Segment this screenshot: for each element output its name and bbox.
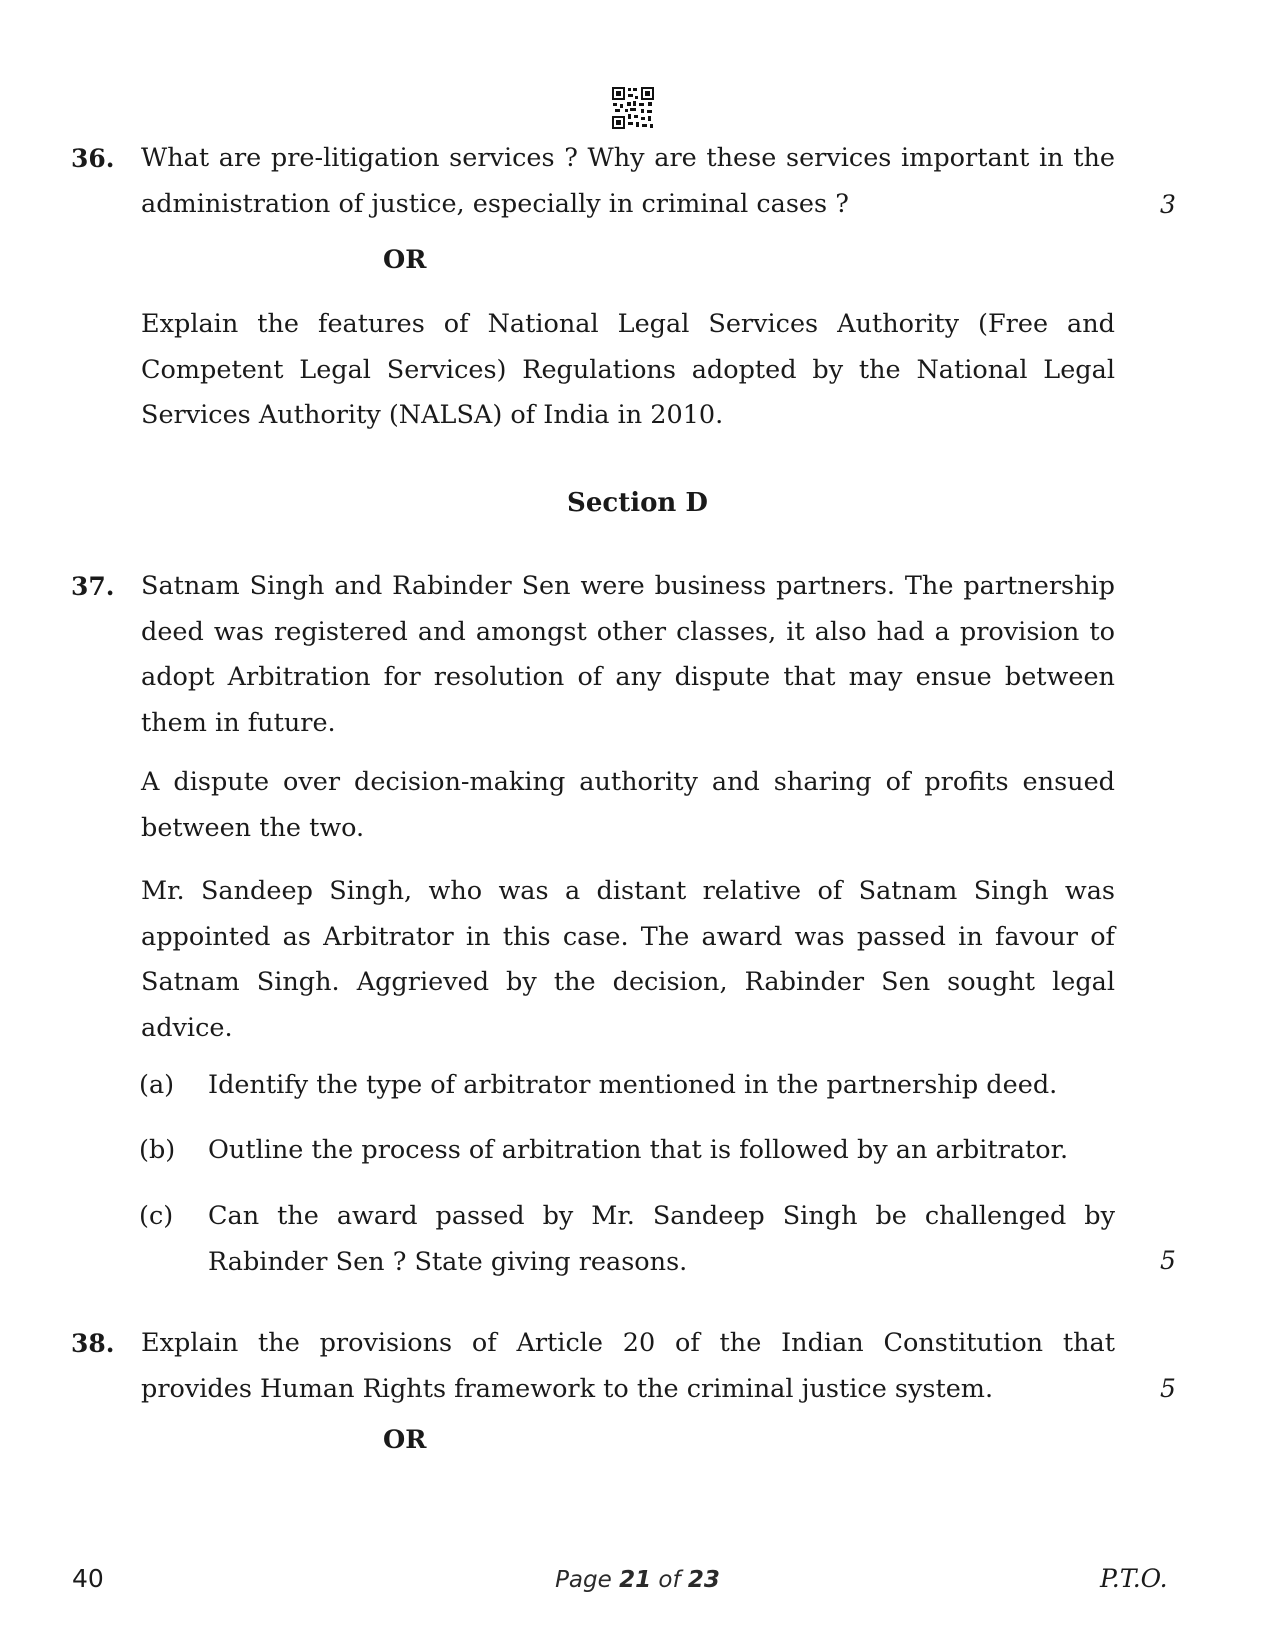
sub-question-c-label: (c) xyxy=(139,1201,174,1231)
section-heading: Section D xyxy=(567,488,708,518)
question-36-marks: 3 xyxy=(1160,190,1176,219)
question-37-paragraph-3: Mr. Sandeep Singh, who was a distant relative of Satnam Singh was appointed as Arbitrator in this case. The award was passed in favour of Satnam Singh. Aggrieved by the decision, Rabinder Sen sought legal advice. xyxy=(141,876,1115,1043)
question-number-36: 36. xyxy=(71,144,115,173)
qr-code-icon xyxy=(611,86,655,130)
question-37-paragraph-2: A dispute over decision-making authority and sharing of profits ensued between the two. xyxy=(141,767,1115,843)
pto-label: P.T.O. xyxy=(1100,1564,1168,1593)
sub-question-a-label: (a) xyxy=(139,1070,175,1100)
question-37-paragraph-1: Satnam Singh and Rabinder Sen were business partners. The partnership deed was registered and amongst other classes, it also had a provision to adopt Arbitration for resolution of any dispute that may ensue between them in future. xyxy=(141,571,1115,738)
page-prefix: Page xyxy=(555,1567,620,1593)
question-38-marks: 5 xyxy=(1160,1374,1176,1403)
page-total: 23 xyxy=(687,1567,720,1593)
sub-question-c-text: Can the award passed by Mr. Sandeep Singh be challenged by Rabinder Sen ? State giving reasons. xyxy=(208,1201,1115,1277)
sub-question-b-label: (b) xyxy=(139,1135,176,1165)
page-current: 21 xyxy=(619,1567,652,1593)
paper-code: 40 xyxy=(72,1564,104,1593)
question-37-marks: 5 xyxy=(1160,1246,1176,1275)
question-36-text: What are pre-litigation services ? Why are these services important in the administration of justice, especially in criminal cases ? xyxy=(141,143,1115,219)
question-36-alternative-text: Explain the features of National Legal Services Authority (Free and Competent Legal Services) Regulations adopted by the National Legal Services Authority (NALSA) of India in 2010. xyxy=(141,309,1115,430)
question-number-37: 37. xyxy=(71,572,115,601)
question-38-or: OR xyxy=(383,1425,427,1455)
sub-question-b-text: Outline the process of arbitration that is followed by an arbitrator. xyxy=(208,1135,1069,1165)
sub-question-a-text: Identify the type of arbitrator mentioned in the partnership deed. xyxy=(208,1070,1058,1100)
page-of: of xyxy=(651,1567,688,1593)
question-36-or: OR xyxy=(383,245,427,275)
question-38-text: Explain the provisions of Article 20 of the Indian Constitution that provides Human Rights framework to the criminal justice system. xyxy=(141,1328,1115,1404)
question-number-38: 38. xyxy=(71,1329,115,1358)
page-indicator xyxy=(0,1564,1275,1596)
